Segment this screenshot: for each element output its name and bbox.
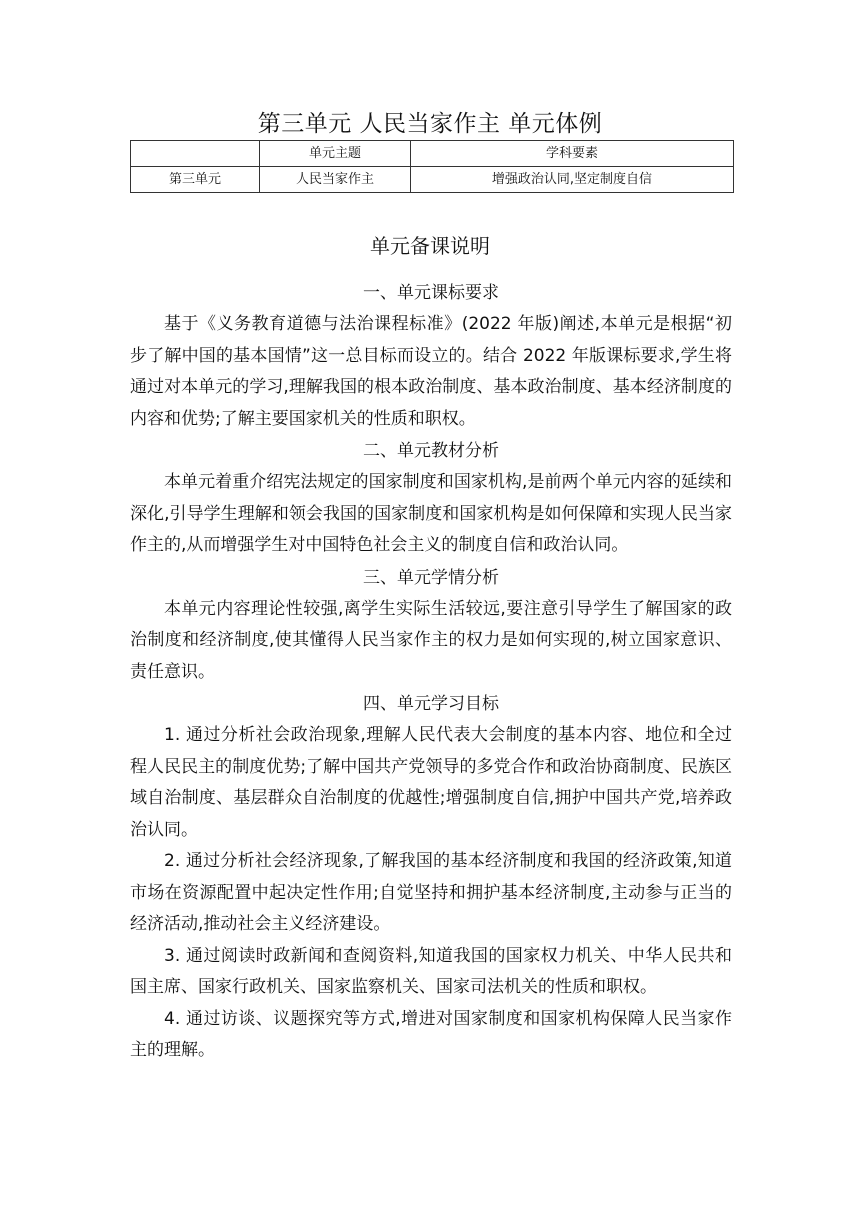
section-heading: 二、单元教材分析	[363, 441, 499, 461]
section-title: 单元备课说明	[370, 234, 490, 258]
table-header-row	[131, 141, 734, 167]
goal-paragraph: 4. 通过访谈、议题探究等方式,增进对国家制度和国家机构保障人民当家作主的理解。	[130, 1008, 732, 1060]
table-header-cell: 单元主题	[260, 141, 411, 167]
table-header-cell	[131, 141, 260, 167]
section-heading: 三、单元学情分析	[363, 567, 499, 588]
section-heading: 四、单元学习目标	[363, 694, 499, 714]
lesson-notes	[130, 277, 732, 1067]
goal-paragraph: 2. 通过分析社会经济现象,了解我国的基本经济制度和我国的经济政策,知道市场在资源配置中起决定性作用;自觉坚持和拥护基本经济制度,主动参与正当的经济活动,推动社会主义经济建设。	[130, 851, 732, 934]
table-row	[131, 167, 734, 193]
table-cell-elements: 增强政治认同,坚定制度自信	[411, 167, 734, 193]
goal-paragraph: 1. 通过分析社会政治现象,理解人民代表大会制度的基本内容、地位和全过程人民民主的制度优势;了解中国共产党领导的多党合作和政治协商制度、民族区域自治制度、基层群众自治制度的优越性;增强制度自信,拥护中国共产党,培养政治认同。	[130, 725, 732, 840]
goal-paragraph: 3. 通过阅读时政新闻和查阅资料,知道我国的国家权力机关、中华人民共和国主席、国家行政机关、国家监察机关、国家司法机关的性质和职权。	[130, 945, 732, 997]
paragraph: 基于《义务教育道德与法治课程标准》(2022 年版)阐述,本单元是根据“初步了解中国的基本国情”这一总目标而设立的。结合 2022 年版课标要求,学生将通过对本单元的学习,理解我国的根本政治制度、基本政治制度、基本经济制度的内容和优势;了解主要国家机关的性质和职权。	[130, 314, 732, 429]
page-title: 第三单元 人民当家作主 单元体例	[257, 111, 603, 137]
table-cell-unit: 第三单元	[131, 167, 260, 193]
table-cell-theme: 人民当家作主	[260, 167, 411, 193]
paragraph: 本单元着重介绍宪法规定的国家制度和国家机构,是前两个单元内容的延续和深化,引导学生理解和领会我国的国家制度和国家机构是如何保障和实现人民当家作主的,从而增强学生对中国特色社会主义的制度自信和政治认同。	[130, 472, 732, 555]
unit-structure-table	[130, 140, 734, 193]
table-header-cell: 学科要素	[411, 141, 734, 167]
section-heading: 一、单元课标要求	[363, 283, 499, 303]
paragraph: 本单元内容理论性较强,离学生实际生活较远,要注意引导学生了解国家的政治制度和经济制度,使其懂得人民当家作主的权力是如何实现的,树立国家意识、责任意识。	[130, 598, 732, 682]
